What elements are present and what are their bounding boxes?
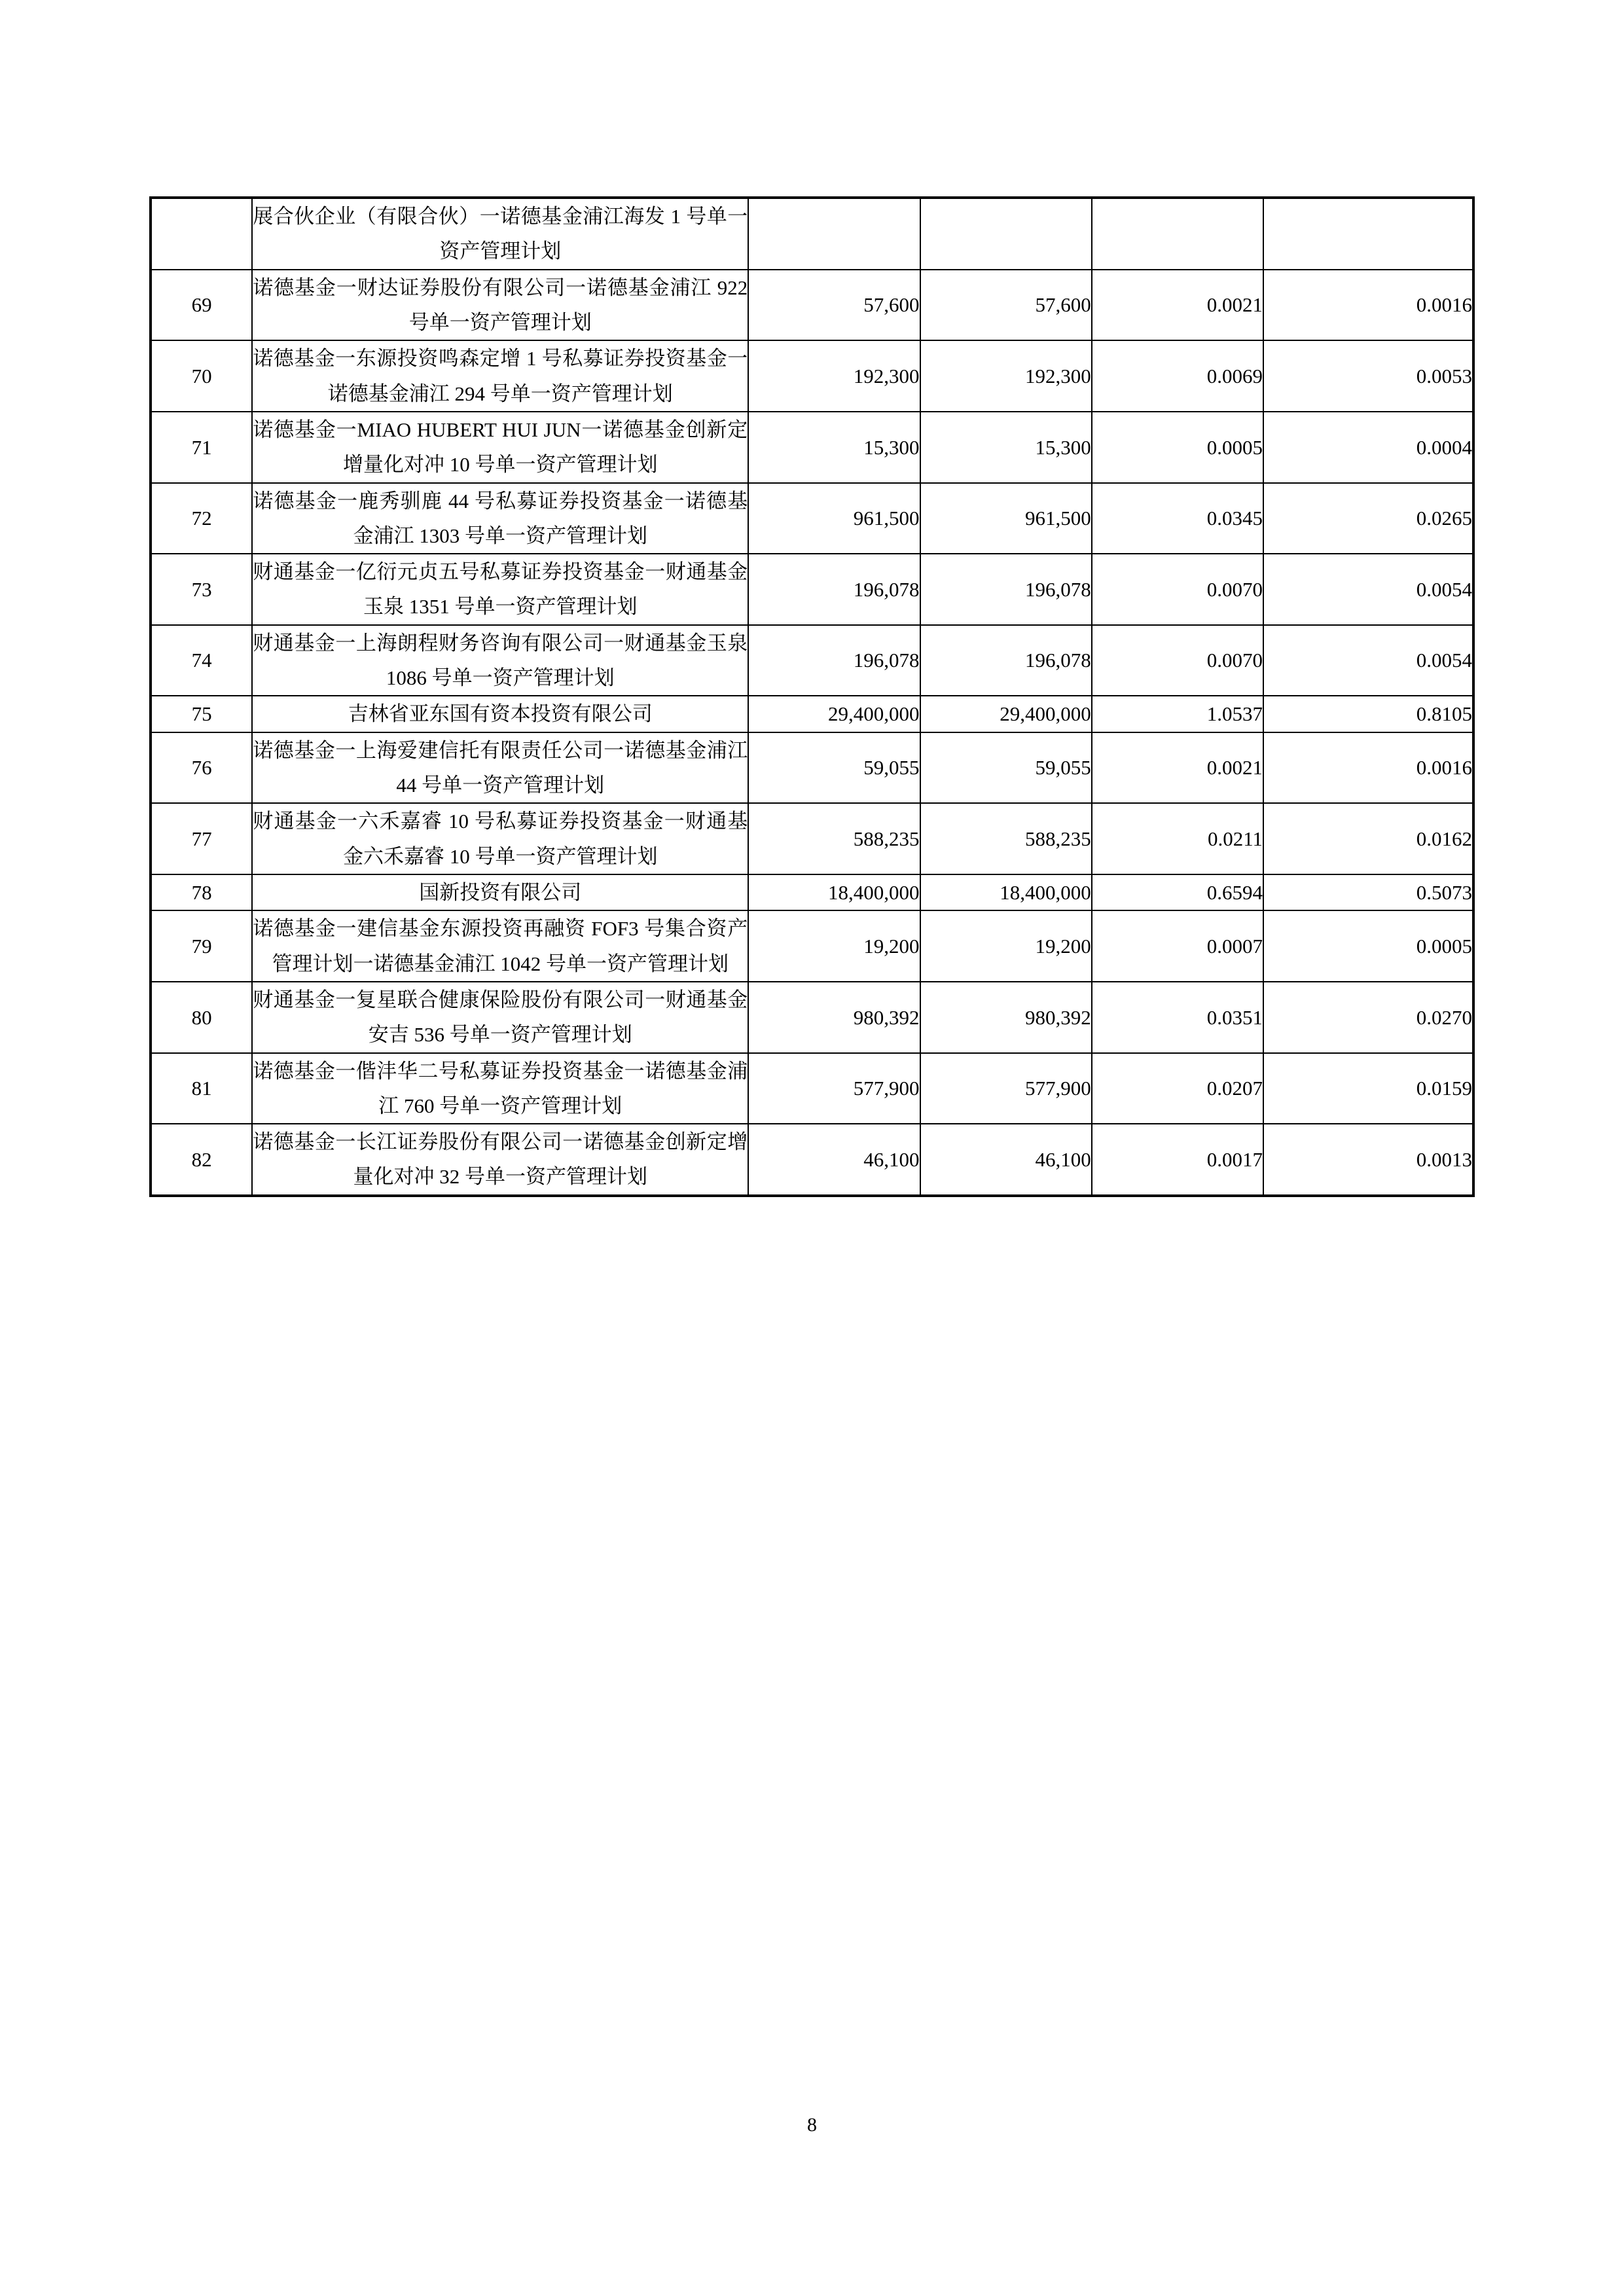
row-number-cell: 75 xyxy=(151,696,252,732)
ratio-one-cell: 0.0005 xyxy=(1092,412,1263,483)
allotted-quantity-cell: 18,400,000 xyxy=(748,874,920,910)
ratio-one-cell xyxy=(1092,198,1263,270)
table-row xyxy=(151,1124,1473,1196)
restricted-quantity-cell: 577,900 xyxy=(920,1053,1092,1124)
entity-name-cell: 财通基金一复星联合健康保险股份有限公司一财通基金安吉 536 号单一资产管理计划 xyxy=(252,982,748,1053)
allotted-quantity-cell: 15,300 xyxy=(748,412,920,483)
entity-name-cell: 诺德基金一鹿秀驯鹿 44 号私募证券投资基金一诺德基金浦江 1303 号单一资产管理计划 xyxy=(252,483,748,554)
entity-name-cell: 财通基金一六禾嘉睿 10 号私募证券投资基金一财通基金六禾嘉睿 10 号单一资产管理计划 xyxy=(252,803,748,874)
ratio-two-cell: 0.0004 xyxy=(1263,412,1473,483)
ratio-one-cell: 0.0069 xyxy=(1092,340,1263,412)
ratio-one-cell: 0.0021 xyxy=(1092,270,1263,341)
restricted-quantity-cell: 57,600 xyxy=(920,270,1092,341)
restricted-quantity-cell: 15,300 xyxy=(920,412,1092,483)
row-number-cell: 73 xyxy=(151,554,252,625)
allotted-quantity-cell: 577,900 xyxy=(748,1053,920,1124)
entity-name-cell: 诺德基金一上海爱建信托有限责任公司一诺德基金浦江 44 号单一资产管理计划 xyxy=(252,732,748,804)
entity-name-cell: 吉林省亚东国有资本投资有限公司 xyxy=(252,696,748,732)
allotted-quantity-cell: 196,078 xyxy=(748,625,920,696)
ratio-two-cell: 0.0054 xyxy=(1263,625,1473,696)
ratio-two-cell: 0.0270 xyxy=(1263,982,1473,1053)
ratio-one-cell: 0.0345 xyxy=(1092,483,1263,554)
restricted-quantity-cell: 18,400,000 xyxy=(920,874,1092,910)
row-number-cell: 71 xyxy=(151,412,252,483)
restricted-quantity-cell: 192,300 xyxy=(920,340,1092,412)
ratio-two-cell: 0.0016 xyxy=(1263,732,1473,804)
entity-name-cell: 诺德基金一偕沣华二号私募证券投资基金一诺德基金浦江 760 号单一资产管理计划 xyxy=(252,1053,748,1124)
restricted-quantity-cell: 196,078 xyxy=(920,625,1092,696)
ratio-one-cell: 0.0207 xyxy=(1092,1053,1263,1124)
allotted-quantity-cell: 59,055 xyxy=(748,732,920,804)
restricted-quantity-cell: 196,078 xyxy=(920,554,1092,625)
row-number-cell: 76 xyxy=(151,732,252,804)
allotted-quantity-cell: 980,392 xyxy=(748,982,920,1053)
ratio-one-cell: 0.6594 xyxy=(1092,874,1263,910)
row-number-cell: 79 xyxy=(151,910,252,982)
shareholder-allotment-table xyxy=(149,196,1475,1197)
restricted-quantity-cell: 46,100 xyxy=(920,1124,1092,1196)
table-row xyxy=(151,625,1473,696)
entity-name-cell: 诺德基金一财达证券股份有限公司一诺德基金浦江 922 号单一资产管理计划 xyxy=(252,270,748,341)
table-body xyxy=(151,198,1473,1196)
allotted-quantity-cell: 29,400,000 xyxy=(748,696,920,732)
ratio-one-cell: 0.0211 xyxy=(1092,803,1263,874)
ratio-one-cell: 0.0070 xyxy=(1092,625,1263,696)
entity-name-cell: 财通基金一亿衍元贞五号私募证券投资基金一财通基金玉泉 1351 号单一资产管理计划 xyxy=(252,554,748,625)
allotted-quantity-cell xyxy=(748,198,920,270)
entity-name-cell: 诺德基金一长江证券股份有限公司一诺德基金创新定增量化对冲 32 号单一资产管理计划 xyxy=(252,1124,748,1196)
table-row xyxy=(151,874,1473,910)
ratio-two-cell xyxy=(1263,198,1473,270)
ratio-two-cell: 0.0159 xyxy=(1263,1053,1473,1124)
entity-name-cell: 诺德基金一建信基金东源投资再融资 FOF3 号集合资产管理计划一诺德基金浦江 1042 号单一资产管理计划 xyxy=(252,910,748,982)
shareholder-allotment-table-container xyxy=(149,196,1475,1197)
row-number-cell: 74 xyxy=(151,625,252,696)
entity-name-cell: 财通基金一上海朗程财务咨询有限公司一财通基金玉泉 1086 号单一资产管理计划 xyxy=(252,625,748,696)
allotted-quantity-cell: 46,100 xyxy=(748,1124,920,1196)
allotted-quantity-cell: 588,235 xyxy=(748,803,920,874)
table-row xyxy=(151,483,1473,554)
row-number-cell: 77 xyxy=(151,803,252,874)
restricted-quantity-cell: 961,500 xyxy=(920,483,1092,554)
restricted-quantity-cell: 59,055 xyxy=(920,732,1092,804)
row-number-cell: 80 xyxy=(151,982,252,1053)
restricted-quantity-cell: 29,400,000 xyxy=(920,696,1092,732)
restricted-quantity-cell: 980,392 xyxy=(920,982,1092,1053)
table-row xyxy=(151,1053,1473,1124)
ratio-one-cell: 0.0007 xyxy=(1092,910,1263,982)
table-row xyxy=(151,412,1473,483)
table-row xyxy=(151,910,1473,982)
ratio-two-cell: 0.0162 xyxy=(1263,803,1473,874)
allotted-quantity-cell: 192,300 xyxy=(748,340,920,412)
ratio-two-cell: 0.0005 xyxy=(1263,910,1473,982)
table-row xyxy=(151,198,1473,270)
ratio-one-cell: 1.0537 xyxy=(1092,696,1263,732)
restricted-quantity-cell: 19,200 xyxy=(920,910,1092,982)
table-row xyxy=(151,982,1473,1053)
table-row xyxy=(151,270,1473,341)
entity-name-cell: 诺德基金一东源投资鸣森定增 1 号私募证券投资基金一诺德基金浦江 294 号单一资产管理计划 xyxy=(252,340,748,412)
ratio-two-cell: 0.0013 xyxy=(1263,1124,1473,1196)
ratio-two-cell: 0.0053 xyxy=(1263,340,1473,412)
entity-name-cell: 展合伙企业（有限合伙）一诺德基金浦江海发 1 号单一资产管理计划 xyxy=(252,198,748,270)
row-number-cell xyxy=(151,198,252,270)
table-row xyxy=(151,732,1473,804)
row-number-cell: 78 xyxy=(151,874,252,910)
row-number-cell: 82 xyxy=(151,1124,252,1196)
ratio-two-cell: 0.0265 xyxy=(1263,483,1473,554)
allotted-quantity-cell: 961,500 xyxy=(748,483,920,554)
ratio-one-cell: 0.0017 xyxy=(1092,1124,1263,1196)
entity-name-cell: 诺德基金一MIAO HUBERT HUI JUN一诺德基金创新定增量化对冲 10 号单一资产管理计划 xyxy=(252,412,748,483)
ratio-two-cell: 0.0054 xyxy=(1263,554,1473,625)
restricted-quantity-cell: 588,235 xyxy=(920,803,1092,874)
ratio-one-cell: 0.0021 xyxy=(1092,732,1263,804)
table-row xyxy=(151,803,1473,874)
table-row xyxy=(151,554,1473,625)
allotted-quantity-cell: 19,200 xyxy=(748,910,920,982)
row-number-cell: 72 xyxy=(151,483,252,554)
row-number-cell: 70 xyxy=(151,340,252,412)
row-number-cell: 69 xyxy=(151,270,252,341)
table-row xyxy=(151,340,1473,412)
row-number-cell: 81 xyxy=(151,1053,252,1124)
page-number: 8 xyxy=(807,2114,817,2136)
restricted-quantity-cell xyxy=(920,198,1092,270)
ratio-two-cell: 0.8105 xyxy=(1263,696,1473,732)
allotted-quantity-cell: 57,600 xyxy=(748,270,920,341)
ratio-two-cell: 0.0016 xyxy=(1263,270,1473,341)
entity-name-cell: 国新投资有限公司 xyxy=(252,874,748,910)
ratio-one-cell: 0.0070 xyxy=(1092,554,1263,625)
ratio-two-cell: 0.5073 xyxy=(1263,874,1473,910)
allotted-quantity-cell: 196,078 xyxy=(748,554,920,625)
table-row xyxy=(151,696,1473,732)
ratio-one-cell: 0.0351 xyxy=(1092,982,1263,1053)
